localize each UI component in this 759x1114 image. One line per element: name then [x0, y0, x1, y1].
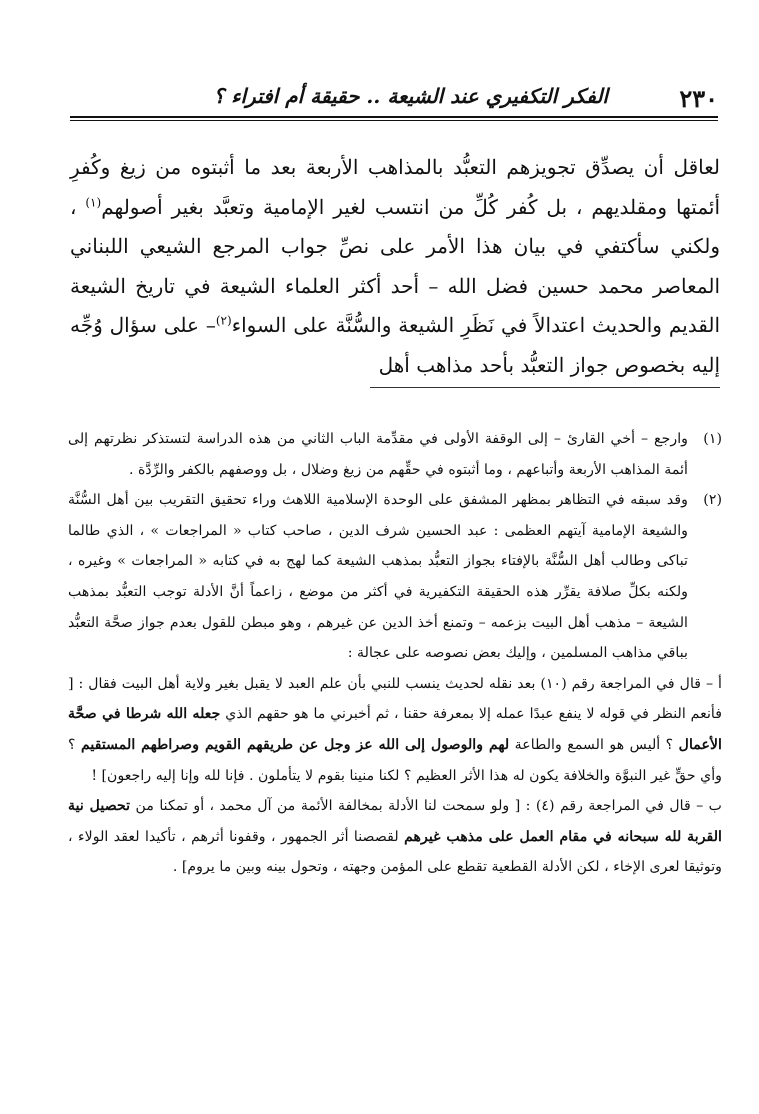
quote-b	[68, 791, 722, 883]
footnote-separator	[370, 387, 720, 388]
footnote-number: (٢)	[703, 492, 722, 509]
footnote-2	[68, 485, 722, 669]
quote-a	[68, 669, 722, 791]
quote-a-text-1: أ – قال في المراجعة رقم (١٠) بعد نقله لحديث ينسب للنبي بأن علم العبد لا يقبل بغير ولاية أهل البيت فقال : [ فأنعم النظر في قوله لا ينفع عبدًا عمله إلا بمعرفة حقنا ، ثم أخبرني ما هو حقهم الذي	[68, 675, 722, 723]
quote-b-text-1: ب – قال في المراجعة رقم (٤) : [ ولو سمحت لنا الأدلة بمخالفة الأئمة من آل محمد ، أو تمكنا من	[130, 798, 722, 815]
footnote-ref-1[interactable]: (١)	[85, 194, 102, 209]
footnotes	[68, 424, 722, 883]
page-header	[70, 78, 718, 122]
quote-a-bold-1: جعله الله شرطا في صحَّة الأعمال	[68, 706, 722, 753]
footnote-text: وقد سبقه في التظاهر بمظهر المشفق على الوحدة الإسلامية اللاهث وراء تحقيق التقريب بين أهل السُّنَّة والشيعة الإمامية آيتهم العظمى : عبد الحسين شرف الدين ، صاحب كتاب « المراجعات » ، الذي طالما تباكى وطالب أهل السُّنَّة بالإفتاء بجواز التعبُّد بمذهب الشيعة كما لهج به في كتابه « المراجعات » وغيره ، ولكنه بكلِّ صلافة يقرِّر هذه الحقيقة التكفيرية في أكثر من موضع ، زاعماً أنَّ الأدلة توجب التعبُّد بمذهب الشيعة – مذهب أهل البيت بزعمه – وتمنع أخذ الدين عن غيرهم ، وهو مبطن للقول بعدم جواز صحَّة التعبُّد بباقي مذاهب المسلمين ، وإليك بعض نصوصه على عجالة :	[68, 492, 688, 662]
header-rule	[70, 116, 718, 118]
footnote-text: وارجع – أخي القارئ – إلى الوقفة الأولى في مقدِّمة الباب الثاني من هذه الدراسة لتستذكر نظرتهم إلى أئمة المذاهب الأربعة وأتباعهم ، وما أثبتوه في حقِّهم من زيغ وضلال ، بل ووصفهم بالكفر والرِّدَّة .	[68, 431, 688, 478]
page-number: ٢٣٠	[679, 84, 718, 113]
quote-a-text-3: ؟ وأي حقٍّ غير النبوَّة والخلافة يكون له هذا الأثر العظيم ؟ لكنا منينا بقوم لا يتأملون . فإنا لله وإنا إليه راجعون] !	[68, 736, 722, 784]
footnote-1	[68, 424, 722, 485]
quote-a-text-2: ؟ أليس هو السمع والطاعة	[509, 736, 679, 753]
footnote-ref-2[interactable]: (٢)	[215, 313, 232, 328]
footnote-number: (١)	[703, 431, 722, 447]
body-text-part3: – على سؤال وُجِّه إليه بخصوص جواز التعبُّد بأحد مذاهب أهل	[70, 313, 720, 377]
body-text-part2: ، ولكني سأكتفي في بيان هذا الأمر على نصِّ جواب المرجع الشيعي اللبناني المعاصر محمد حسين فضل الله – أحد أكثر العلماء الشيعة في تاريخ الشيعة القديم والحديث اعتدالاً في نَظَرِ الشيعة والسُّنَّة على السواء	[70, 194, 721, 337]
quote-b-text-2: لقصصنا أثر الجمهور ، وقفونا أثرهم ، تأكيدا لعقد الولاء ، وتوثيقا لعرى الإخاء ، لكن الأدلة القطعية تقطع على المؤمن وجهته ، وتحول بينه وبين ما يروم] .	[68, 828, 722, 876]
header-rule-thin	[70, 120, 718, 121]
running-title: الفكر التكفيري عند الشيعة .. حقيقة أم افتراء ؟	[213, 84, 608, 108]
quote-a-bold-2: لهم والوصول إلى الله عز وجل عن طريقهم القويم وصراطهم المستقيم	[80, 736, 510, 753]
main-paragraph	[70, 148, 720, 385]
quote-b-bold: تحصيل نية القربة لله سبحانه في مقام العمل على مذهب غيرهم	[68, 798, 723, 845]
body-text-part1: لعاقل أن يصدِّق تجويزهم التعبُّد بالمذاهب الأربعة بعد ما أثبتوه من زيغ وكُفرِ أئمتها ومقلديهم ، بل كُفر كُلِّ من انتسب لغير الإمامية وتعبَّد بغير أصولهم	[70, 155, 720, 219]
